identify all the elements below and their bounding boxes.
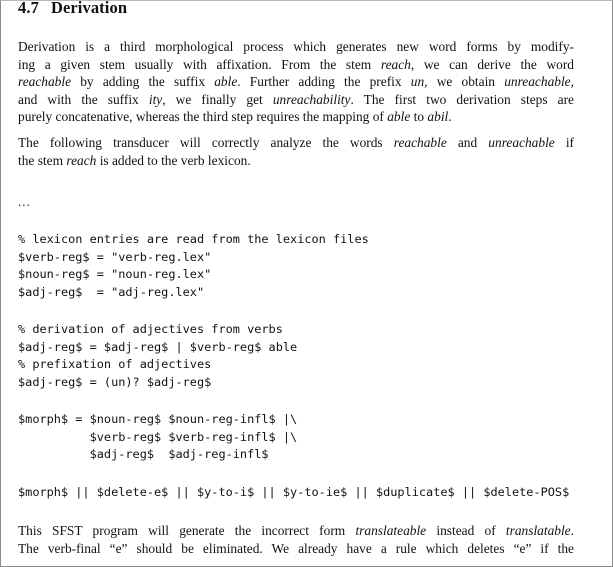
paragraph-line: the stem reach is added to the verb lexicon. [18,152,251,168]
paragraph-line: and with the suffix ity, we finally get unreachability. The first two derivation steps are [18,91,574,107]
section-heading [18,0,127,18]
code-line: $morph$ || $delete-e$ || $y-to-i$ || $y-to-ie$ || $duplicate$ || $delete-POS$ [18,485,570,499]
paragraph-line: This SFST program will generate the incorrect form translateable instead of translatable. [18,523,574,538]
code-line: $verb-reg$ $verb-reg-infl$ |\ [18,429,298,444]
code-line: $adj-reg$ = (un)? $adj-reg$ [18,374,212,389]
code-line: $morph$ = $noun-reg$ $noun-reg-infl$ |\ [18,412,298,426]
ellipsis: ... [18,194,31,209]
code-block-lexicon [18,231,369,301]
code-line: $adj-reg$ $adj-reg-infl$ [18,447,269,462]
code-line: $verb-reg$ = "verb-reg.lex" [18,249,212,264]
paragraph-transducer [18,134,574,169]
paragraph-line: The verb-final “e” should be eliminated. We already have a rule which deletes “e” if the [18,540,574,556]
code-line: % prefixation of adjectives [18,357,212,372]
paragraph-line: Derivation is a third morphological process which generates new word forms by modify- [18,39,574,54]
paragraph-line: reachable by adding the suffix able. Further adding the prefix un, we obtain unreachable, [18,74,574,90]
code-line: $adj-reg$ = $adj-reg$ | $verb-reg$ able [18,339,298,354]
code-block-derivation [18,321,297,391]
section-number: 4.7 [18,0,39,17]
section-title: Derivation [50,0,128,17]
code-block-morph [18,411,297,464]
paragraph-line: ing a given stem usually with affixation. From the stem reach, we can derive the word [18,56,574,72]
code-line: $adj-reg$ = "adj-reg.lex" [18,284,205,299]
paragraph-sfst-program [18,522,574,557]
code-line: $noun-reg$ = "noun-reg.lex" [18,267,212,282]
paragraph-derivation-intro [18,38,574,126]
code-line: % derivation of adjectives from verbs [18,322,283,336]
paragraph-line: purely concatenative, whereas the third step requires the mapping of able to abil. [18,109,452,125]
code-block-composition [18,484,569,502]
code-line: % lexicon entries are read from the lexicon files [18,232,369,246]
paragraph-line: The following transducer will correctly analyze the words reachable and unreachable if [18,135,575,150]
